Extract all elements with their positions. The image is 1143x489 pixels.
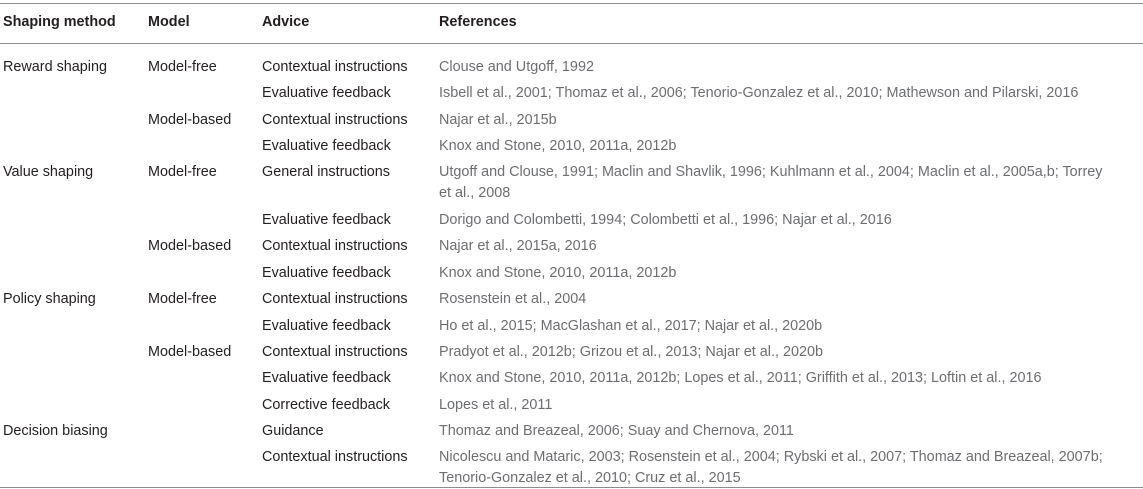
header-model: Model bbox=[148, 14, 190, 30]
row-references: Ho et al., 2015; MacGlashan et al., 2017; Najar et al., 2020b bbox=[439, 318, 823, 334]
row-advice: Evaluative feedback bbox=[262, 265, 391, 281]
row-references: Knox and Stone, 2010, 2011a, 2012b bbox=[439, 138, 677, 154]
row-model: Model-free bbox=[148, 59, 217, 75]
row-references: Najar et al., 2015a, 2016 bbox=[439, 238, 597, 254]
row-references: Utgoff and Clouse, 1991; Maclin and Shavlik, 1996; Kuhlmann et al., 2004; Maclin et al., 2005a,b; Torrey bbox=[439, 164, 1103, 180]
row-references: Clouse and Utgoff, 1992 bbox=[439, 59, 594, 75]
row-references: Isbell et al., 2001; Thomaz et al., 2006; Tenorio-Gonzalez et al., 2010; Mathewson and Pilarski, 2016 bbox=[439, 85, 1079, 101]
row-shaping-method: Policy shaping bbox=[3, 291, 96, 307]
row-references: Rosenstein et al., 2004 bbox=[439, 291, 587, 307]
header-references: References bbox=[439, 14, 517, 30]
header-shaping-method: Shaping method bbox=[3, 14, 116, 30]
row-shaping-method: Value shaping bbox=[3, 164, 94, 180]
row-references: Nicolescu and Mataric, 2003; Rosenstein et al., 2004; Rybski et al., 2007; Thomaz and Breazeal, 2007b; bbox=[439, 449, 1103, 465]
row-shaping-method: Decision biasing bbox=[3, 423, 108, 439]
row-model: Model-based bbox=[148, 238, 232, 254]
row-references: Dorigo and Colombetti, 1994; Colombetti et al., 1996; Najar et al., 2016 bbox=[439, 212, 892, 228]
row-references: Tenorio-Gonzalez et al., 2010; Cruz et al., 2015 bbox=[439, 470, 741, 486]
row-model: Model-based bbox=[148, 112, 232, 128]
row-model: Model-free bbox=[148, 291, 217, 307]
row-references: Najar et al., 2015b bbox=[439, 112, 557, 128]
row-advice: Evaluative feedback bbox=[262, 370, 391, 386]
row-advice: Evaluative feedback bbox=[262, 138, 391, 154]
row-advice: Guidance bbox=[262, 423, 324, 439]
row-advice: Contextual instructions bbox=[262, 291, 408, 307]
row-shaping-method: Reward shaping bbox=[3, 59, 107, 75]
bottom-rule bbox=[0, 487, 1143, 488]
row-references: Thomaz and Breazeal, 2006; Suay and Chernova, 2011 bbox=[439, 423, 794, 439]
row-advice: Evaluative feedback bbox=[262, 85, 391, 101]
row-advice: Evaluative feedback bbox=[262, 212, 391, 228]
row-advice: Contextual instructions bbox=[262, 449, 408, 465]
row-advice: Evaluative feedback bbox=[262, 318, 391, 334]
top-rule bbox=[0, 3, 1143, 4]
row-advice: General instructions bbox=[262, 164, 390, 180]
row-references: Pradyot et al., 2012b; Grizou et al., 2013; Najar et al., 2020b bbox=[439, 344, 823, 360]
row-references: Knox and Stone, 2010, 2011a, 2012b bbox=[439, 265, 677, 281]
header-advice: Advice bbox=[262, 14, 310, 30]
row-advice: Contextual instructions bbox=[262, 344, 408, 360]
row-model: Model-based bbox=[148, 344, 232, 360]
row-model: Model-free bbox=[148, 164, 217, 180]
row-advice: Contextual instructions bbox=[262, 238, 408, 254]
row-references: et al., 2008 bbox=[439, 185, 511, 201]
row-advice: Contextual instructions bbox=[262, 59, 408, 75]
row-advice: Corrective feedback bbox=[262, 397, 390, 413]
row-advice: Contextual instructions bbox=[262, 112, 408, 128]
row-references: Knox and Stone, 2010, 2011a, 2012b; Lopes et al., 2011; Griffith et al., 2013; Loftin et al., 2016 bbox=[439, 370, 1042, 386]
row-references: Lopes et al., 2011 bbox=[439, 397, 553, 413]
header-rule bbox=[0, 43, 1143, 44]
